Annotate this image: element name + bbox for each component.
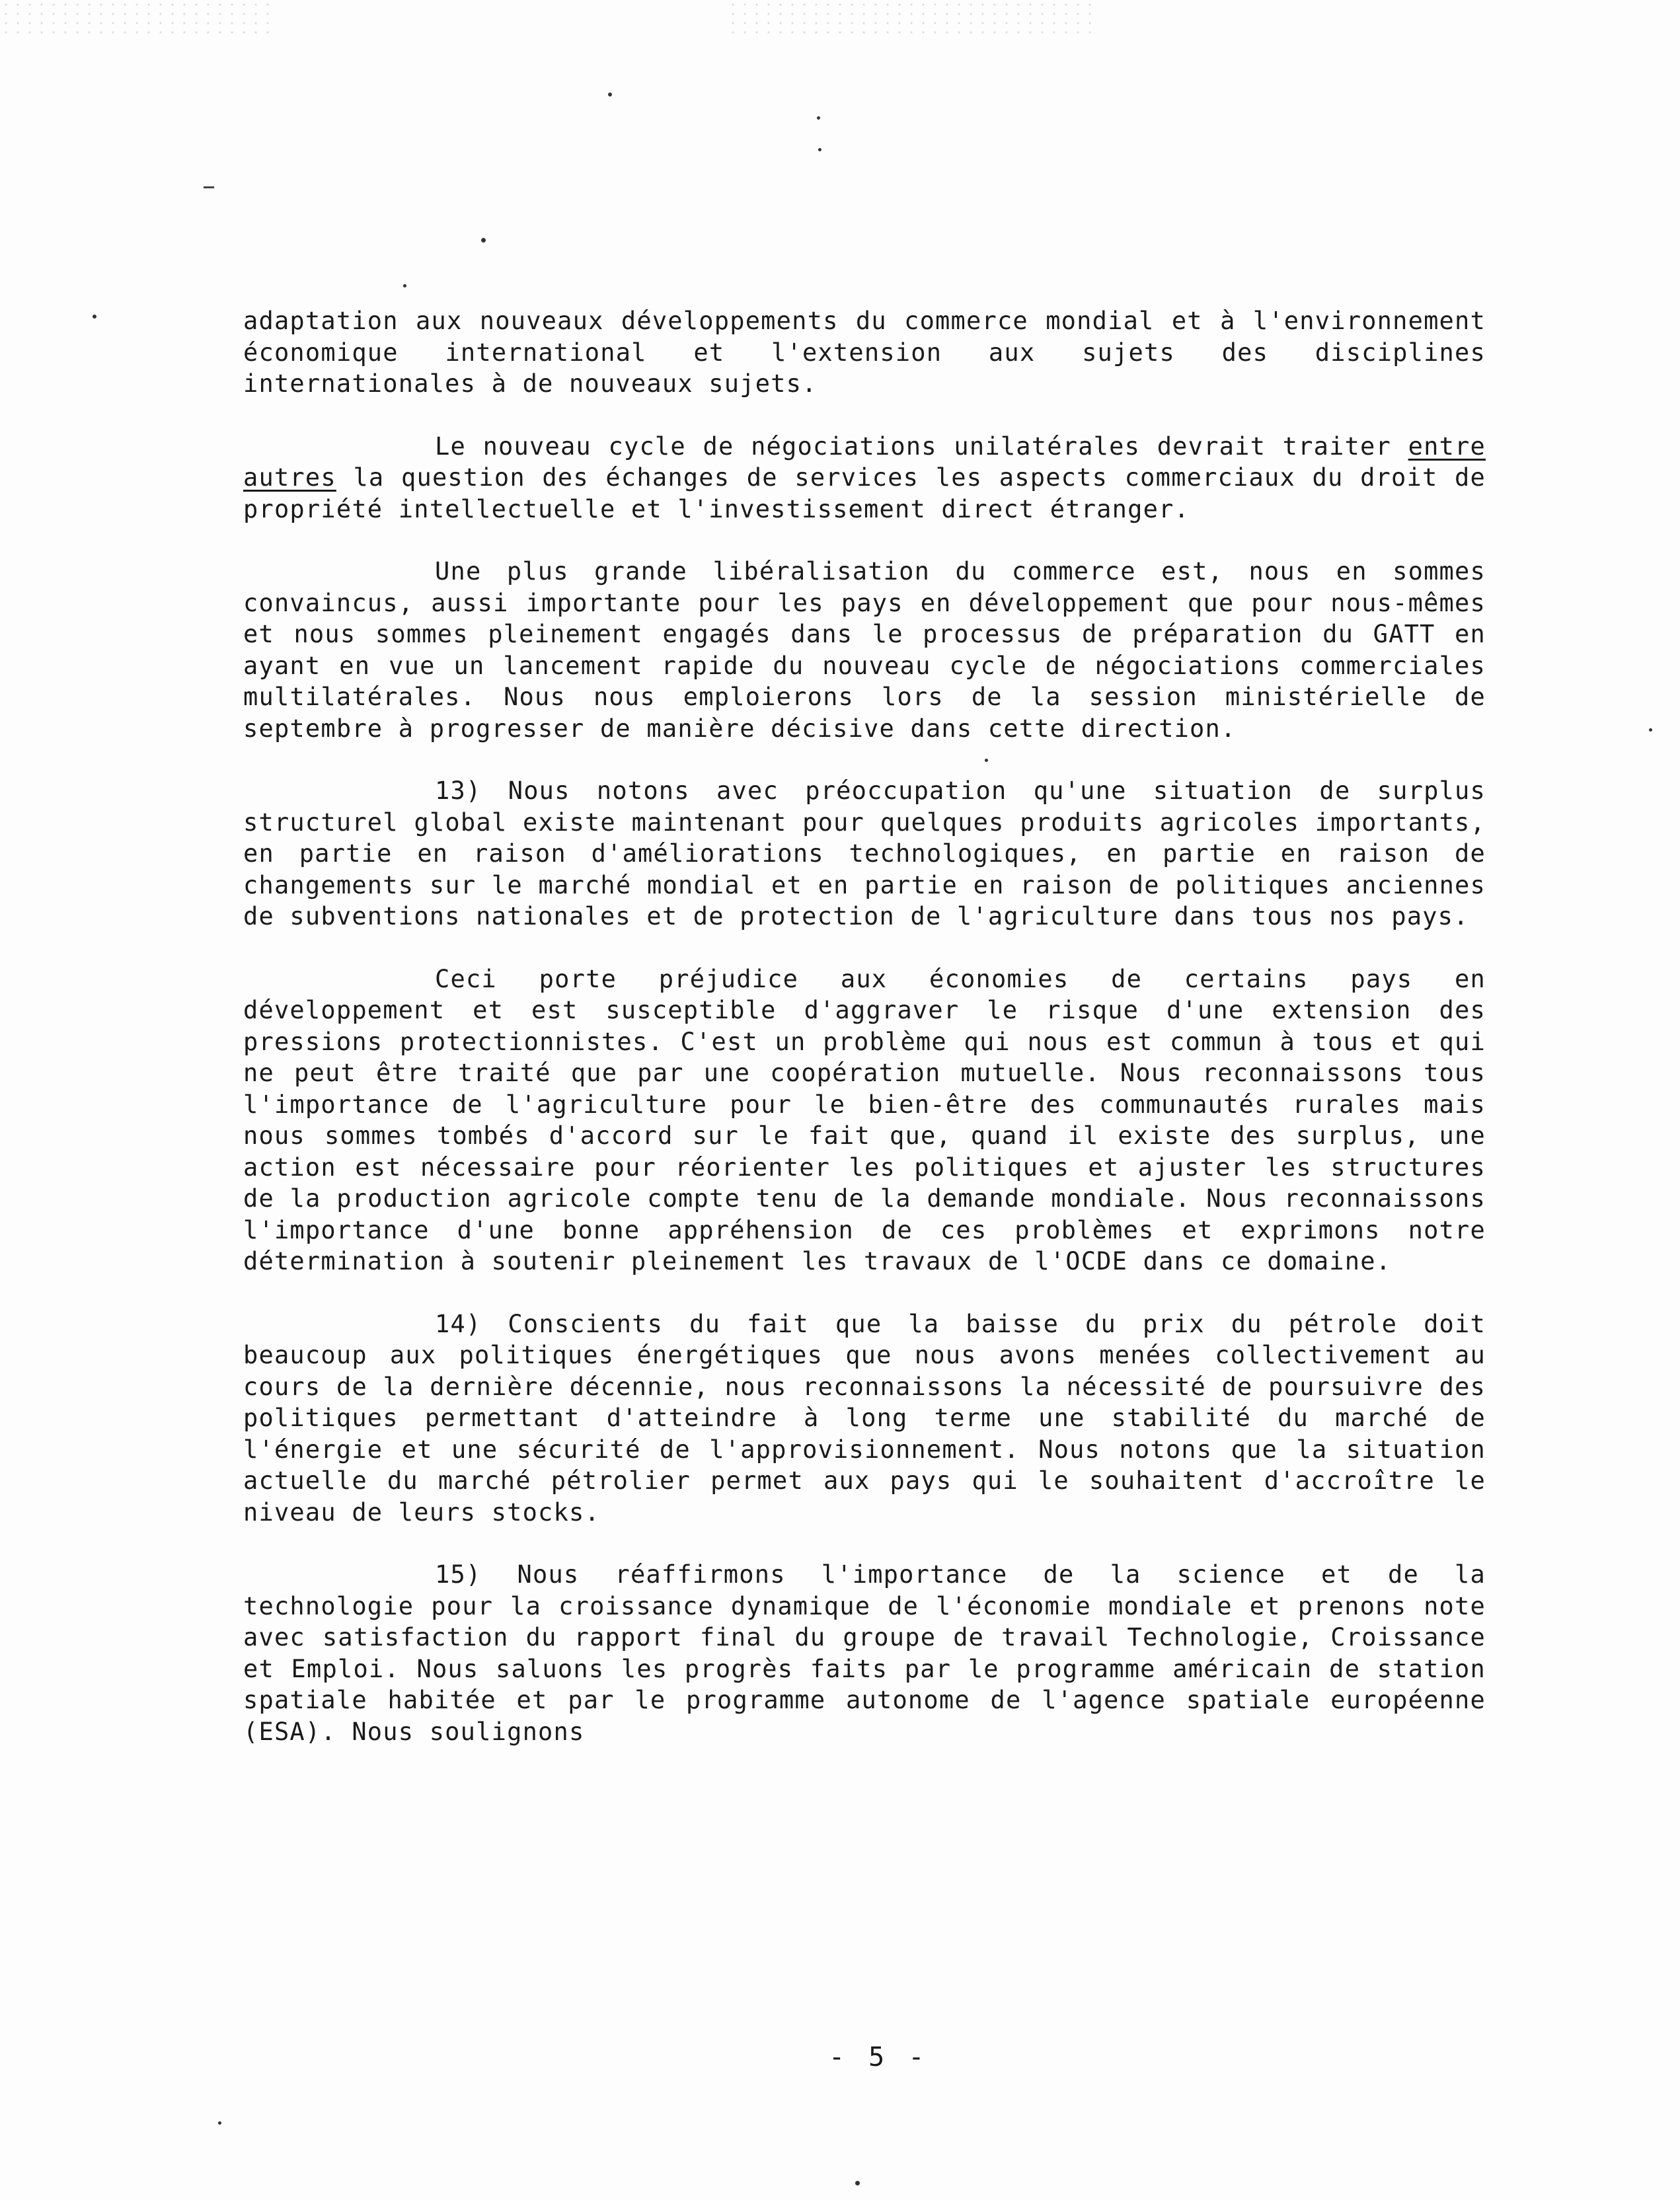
paragraph-2: Une plus grande libéralisation du commerce est, nous en sommes convaincus, aussi importante pour les pays en développement que pour nous-mêmes et nous sommes pleinement engagés dans le processus de préparation du GATT en ayant en vue un lancement rapide du nouveau cycle de négociations commerciales multilatérales. Nous nous emploierons lors de la session ministérielle de septembre à progresser de manière décisive dans cette direction. <box>243 557 1486 743</box>
paragraph-15: 15) Nous réaffirmons l'importance de la science et de la technologie pour la croissance dynamique de l'économie mondiale et prenons note avec satisfaction du rapport final du groupe de travail Technologie, Croissance et Emploi. Nous saluons les progrès faits par le programme américain de station spatiale habitée et par le programme autonome de l'agence spatiale européenne (ESA). Nous soulignons <box>243 1560 1486 1746</box>
scan-speck <box>608 93 612 96</box>
scan-speck <box>218 2121 221 2125</box>
paragraph-1-start: Le nouveau cycle de négociations unilatérales devrait traiter <box>435 432 1408 461</box>
scan-speck <box>818 148 821 151</box>
scan-speck <box>403 284 406 287</box>
scan-speck <box>93 315 96 319</box>
page-number: - 5 - <box>829 2042 929 2072</box>
scan-speck <box>855 2181 860 2185</box>
paragraph-1 <box>243 431 1486 525</box>
paragraph-0: adaptation aux nouveaux développements du commerce mondial et à l'environnement économique international et l'extension aux sujets des disciplines internationales à de nouveaux sujets. <box>243 307 1486 398</box>
scan-speck <box>481 238 486 243</box>
scan-dash <box>204 186 214 188</box>
scan-noise-top-left <box>0 0 278 40</box>
scan-speck <box>817 116 820 120</box>
paragraph-13: 13) Nous notons avec préoccupation qu'une situation de surplus structurel global existe maintenant pour quelques produits agricoles importants, en partie en raison d'améliorations technologiques, en partie en raison de changements sur le marché mondial et en partie en raison de politiques anciennes de subventions nationales et de protection de l'agriculture dans tous nos pays. <box>243 777 1486 930</box>
paragraph-1-end: la question des échanges de services les aspects commerciaux du droit de propriété intellectuelle et l'investissement direct étranger. <box>243 463 1486 523</box>
paragraph-13-continued: Ceci porte préjudice aux économies de certains pays en développement et est susceptible d'aggraver le risque d'une extension des pressions protectionnistes. C'est un problème qui nous est commun à tous et qui ne peut être traité que par une coopération mutuelle. Nous reconnaissons tous l'importance de l'agriculture pour le bien-être des communautés rurales mais nous sommes tombés d'accord sur le fait que, quand il existe des surplus, une action est nécessaire pour réorienter les politiques et ajuster les structures de la production agricole compte tenu de la demande mondiale. Nous reconnaissons l'importance d'une bonne appréhension de ces problèmes et exprimons notre détermination à soutenir pleinement les travaux de l'OCDE dans ce domaine. <box>243 964 1486 1275</box>
scan-noise-top-right <box>727 0 1097 40</box>
paragraph-14: 14) Conscients du fait que la baisse du prix du pétrole doit beaucoup aux politiques énergétiques que nous avons menées collectivement au cours de la dernière décennie, nous reconnaissons la nécessité de poursuivre des politiques permettant d'atteindre à long terme une stabilité du marché de l'énergie et une sécurité de l'approvisionnement. Nous notons que la situation actuelle du marché pétrolier permet aux pays qui le souhaitent d'accroître le niveau de leurs stocks. <box>243 1309 1486 1527</box>
scan-speck <box>1649 728 1652 732</box>
underlined-phrase: entre autres <box>243 432 1486 492</box>
body-text <box>243 305 1486 1778</box>
